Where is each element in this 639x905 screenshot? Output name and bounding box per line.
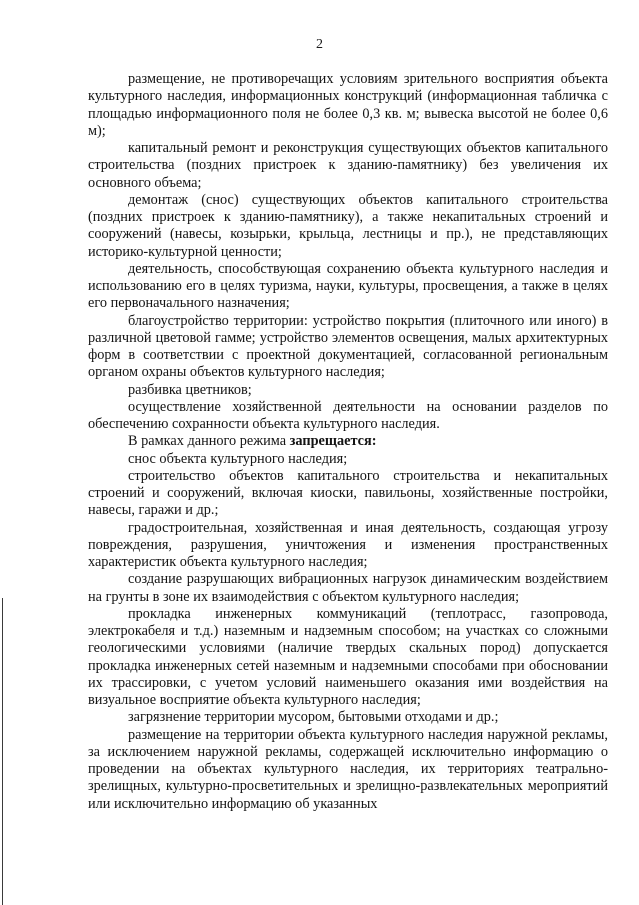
scan-edge-line (2, 598, 3, 905)
permitted-item: благоустройство территории: устройство покрытия (плиточного или иного) в различной цветовой гамме; устройство элементов освещения, малых архитектурных форм в соответствии с проектной документацией, согласованной региональным органом охраны объектов культурного наследия; (88, 312, 608, 381)
prohibited-item: загрязнение территории мусором, бытовыми отходами и др.; (128, 709, 499, 726)
prohibited-item: создание разрушающих вибрационных нагрузок динамическим воздействием на грунты в зоне их взаимодействия с объектом культурного наследия; (88, 571, 608, 605)
permitted-item: капитальный ремонт и реконструкция существующих объектов капитального строительства (поздних пристроек к зданию-памятнику) без увеличения их основного объема; (88, 140, 608, 191)
prohibition-heading (88, 433, 608, 450)
prohibited-item: прокладка инженерных коммуникаций (теплотрасс, газопровода, электрокабеля и т.д.) наземным и надземным способом; на участках со сложными геологическими условиями (наличие твердых скальных пород) допускается прокладка инженерных сетей наземным и надземными способами при обосновании их трассировки, с учетом условий наименьшего оказания ими воздействия на визуальное восприятие объекта культурного наследия; (88, 605, 608, 708)
prohibited-item: градостроительная, хозяйственная и иная деятельность, создающая угрозу повреждения, разрушения, уничтожения и изменения пространственных характеристик объекта культурного наследия; (88, 519, 608, 570)
prohibition-heading-emphasis: запрещается: (289, 433, 377, 450)
permitted-item: осуществление хозяйственной деятельности на основании разделов по обеспечению сохранности объекта культурного наследия. (88, 398, 608, 432)
prohibition-heading-lead: В рамках данного режима (128, 433, 290, 450)
prohibited-item: размещение на территории объекта культурного наследия наружной рекламы, за исключением наружной рекламы, содержащей исключительно информацию о проведении на объектах культурного наследия, их территориях театрально-зрелищных, культурно-просветительных и зрелищно-развлекательных мероприятий или исключительно информацию об указанных (88, 726, 608, 812)
permitted-item: демонтаж (снос) существующих объектов капитального строительства (поздних пристроек к зданию-памятнику), а также некапитальных строений и сооружений (навесы, козырьки, крыльца, лестницы и пр.), не представляющих историко-культурной ценности; (88, 191, 608, 260)
permitted-item: размещение, не противоречащих условиям зрительного восприятия объекта культурного наследия, информационных конструкций (информационная табличка с площадью информационного поля не более 0,3 кв. м; вывеска высотой не более 0,6 м); (88, 71, 608, 139)
permitted-item: деятельность, способствующая сохранению объекта культурного наследия и использованию его в целях туризма, науки, культуры, просвещения, а также в целях его первоначального назначения; (88, 260, 608, 312)
prohibited-item: строительство объектов капитального строительства и некапитальных строений и сооружений, включая киоски, павильоны, хозяйственные постройки, навесы, гаражи и др.; (88, 467, 608, 519)
page-number: 2 (316, 37, 323, 52)
permitted-item: разбивка цветников; (128, 381, 252, 398)
prohibited-item: снос объекта культурного наследия; (128, 450, 348, 467)
document-body (88, 71, 608, 813)
